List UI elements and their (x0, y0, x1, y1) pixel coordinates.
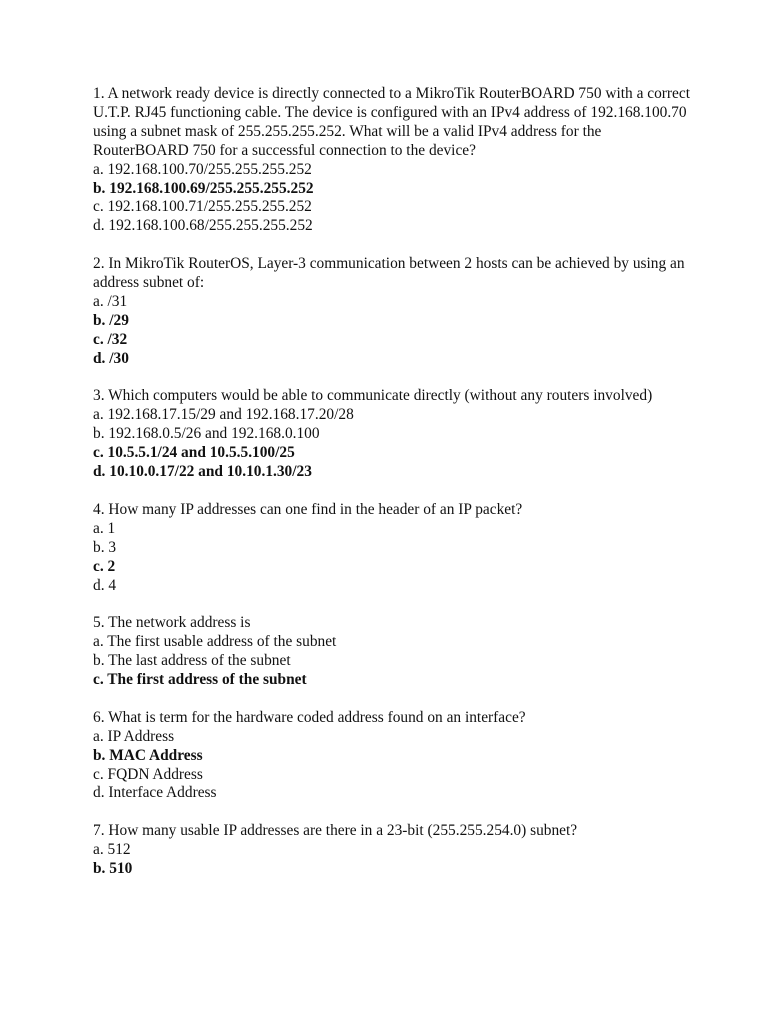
answer-option: a. /31 (93, 292, 128, 310)
answer-option: b. MAC Address (93, 746, 203, 764)
answer-option: c. FQDN Address (93, 765, 203, 783)
question-3 (93, 387, 693, 482)
answer-option: b. 192.168.0.5/26 and 192.168.0.100 (93, 425, 320, 443)
answer-option: c. 10.5.5.1/24 and 10.5.5.100/25 (93, 444, 295, 462)
answer-option: b. /29 (93, 311, 129, 329)
question-text: 1. A network ready device is directly connected to a MikroTik RouterBOARD 750 with a correct U.T.P. RJ45 functioning cable. The device is configured with an IPv4 address of 192.168.100.70 using a subnet mask of 255.255.255.252. What will be a valid IPv4 address for the RouterBOARD 750 for a successful connection to the device? (93, 85, 690, 159)
answer-option: b. 3 (93, 538, 117, 556)
question-4 (93, 501, 693, 596)
answer-option: a. 1 (93, 519, 116, 537)
question-2 (93, 255, 693, 368)
answer-option: b. 192.168.100.69/255.255.255.252 (93, 179, 314, 197)
answer-option: d. 192.168.100.68/255.255.255.252 (93, 217, 313, 235)
question-text: 4. How many IP addresses can one find in the header of an IP packet? (93, 500, 523, 518)
answer-option: a. 192.168.100.70/255.255.255.252 (93, 160, 312, 178)
answer-option: c. 192.168.100.71/255.255.255.252 (93, 198, 312, 216)
answer-option: a. IP Address (93, 727, 175, 745)
question-text: 6. What is term for the hardware coded address found on an interface? (93, 708, 526, 726)
question-text: 5. The network address is (93, 614, 251, 632)
answer-option: a. 192.168.17.15/29 and 192.168.17.20/28 (93, 406, 354, 424)
answer-option: d. /30 (93, 349, 129, 367)
question-6 (93, 709, 693, 804)
question-text: 2. In MikroTik RouterOS, Layer-3 communication between 2 hosts can be achieved by using an address subnet of: (93, 255, 685, 292)
answer-option: a. 512 (93, 841, 131, 859)
question-text: 7. How many usable IP addresses are there in a 23-bit (255.255.254.0) subnet? (93, 822, 578, 840)
question-1 (93, 85, 693, 236)
answer-option: c. The first address of the subnet (93, 671, 307, 689)
answer-option: a. The first usable address of the subnet (93, 633, 337, 651)
answer-option: b. The last address of the subnet (93, 652, 291, 670)
answer-option: d. 4 (93, 576, 117, 594)
question-7 (93, 822, 693, 879)
question-5 (93, 614, 693, 690)
answer-option: d. Interface Address (93, 784, 217, 802)
answer-option: c. 2 (93, 557, 116, 575)
question-text: 3. Which computers would be able to communicate directly (without any routers involved) (93, 387, 653, 405)
quiz-document (93, 85, 693, 898)
answer-option: d. 10.10.0.17/22 and 10.10.1.30/23 (93, 463, 312, 481)
answer-option: c. /32 (93, 330, 128, 348)
answer-option: b. 510 (93, 860, 133, 878)
